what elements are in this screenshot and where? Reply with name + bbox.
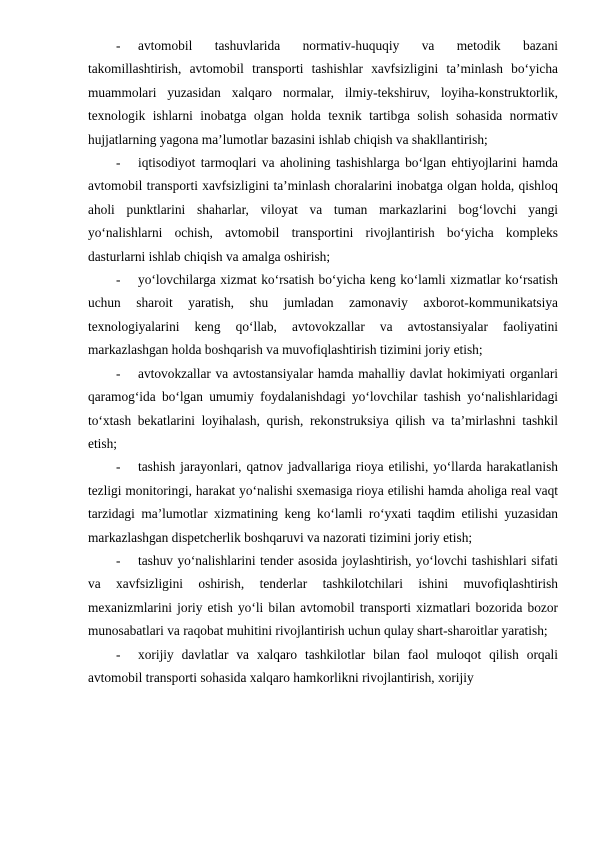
list-item (88, 151, 558, 268)
list-item (88, 643, 558, 690)
list-dash: - (116, 365, 121, 381)
list-item (88, 455, 558, 549)
list-dash: - (116, 459, 121, 475)
list-dash: - (116, 552, 121, 568)
list-item (88, 549, 558, 643)
list-item-text: tashuv yo‘nalishlarini tender asosida joylashtirish, yo‘lovchi tashishlari sifati va xavfsizligini oshirish, tenderlar tashkilotchilari ishini muvofiqlashtirish mexanizmlarini joriy etish yo‘li bilan avtomobil transporti xizmatlari bozorida bozor munosabatlari va raqobat muhitini rivojlantirish uchun qulay shart-sharoitlar yaratish; (88, 552, 558, 639)
list-item (88, 362, 558, 456)
list-item-text: avtovokzallar va avtostansiyalar hamda mahalliy davlat hokimiyati organlari qaramog‘ida bo‘lgan umumiy foydalanishdagi yo‘lovchilar tashish yo‘nalishlaridagi to‘xtash bekatlarini loyihalash, qurish, rekonstruksiya qilish va ta’mirlashni tashkil etish; (88, 365, 558, 451)
list-item-text: tashish jarayonlari, qatnov jadvallariga rioya etilishi, yo‘llarda harakatlanish tezligi monitoringi, harakat yo‘nalishi sxemasiga rioya etilishi hamda aholiga real vaqt tarzidagi ma’lumotlar xizmatining keng ko‘lamli ro‘yxati taqdim etilishi yuzasidan markazlashgan dispetcherlik boshqaruvi va nazorati tizimini joriy etish; (88, 459, 558, 545)
list-item (88, 268, 558, 362)
list-dash: - (116, 155, 121, 171)
list-item (88, 34, 558, 151)
list-dash: - (116, 646, 121, 662)
list-item-text: yo‘lovchilarga xizmat ko‘rsatish bo‘yicha keng ko‘lamli xizmatlar ko‘rsatish uchun sharoit yaratish, shu jumladan zamonaviy axborot-kommunikatsiya texnologiyalarini keng qo‘llab, avtovokzallar va avtostansiyalar faoliyatini markazlashgan holda boshqarish va muvofiqlashtirish tizimini joriy etish; (88, 272, 558, 358)
list-item-text: xorijiy davlatlar va xalqaro tashkilotlar bilan faol muloqot qilish orqali avtomobil transporti sohasida xalqaro hamkorlikni rivojlantirish, xorijiy (88, 646, 558, 685)
list-item-text: iqtisodiyot tarmoqlari va aholining tashishlarga bo‘lgan ehtiyojlarini hamda avtomobil transporti xavfsizligini ta’minlash choralarini inobatga olgan holda, qishloq aholi punktlarini shaharlar, viloyat va tuman markazlarini bog‘lovchi yangi yo‘nalishlarni ochish, avtomobil transportini rivojlantirish bo‘yicha kompleks dasturlarni ishlab chiqish va amalga oshirish; (88, 155, 558, 264)
list-dash: - (116, 272, 121, 288)
list-dash: - (116, 38, 121, 53)
document-page (88, 34, 558, 689)
list-item-text: avtomobil tashuvlarida normativ-huquqiy va metodik bazani takomillashtirish, avtomobil transporti tashishlar xavfsizligini ta’minlash bo‘yicha muammolari yuzasidan xalqaro normalar, ilmiy-tekshiruv, loyiha-konstruktorlik, texnologik ishlarni inobatga olgan holda texnik tartibga solish sohasida normativ hujjatlarning yagona ma’lumotlar bazasini ishlab chiqish va shakllantirish; (88, 38, 558, 147)
